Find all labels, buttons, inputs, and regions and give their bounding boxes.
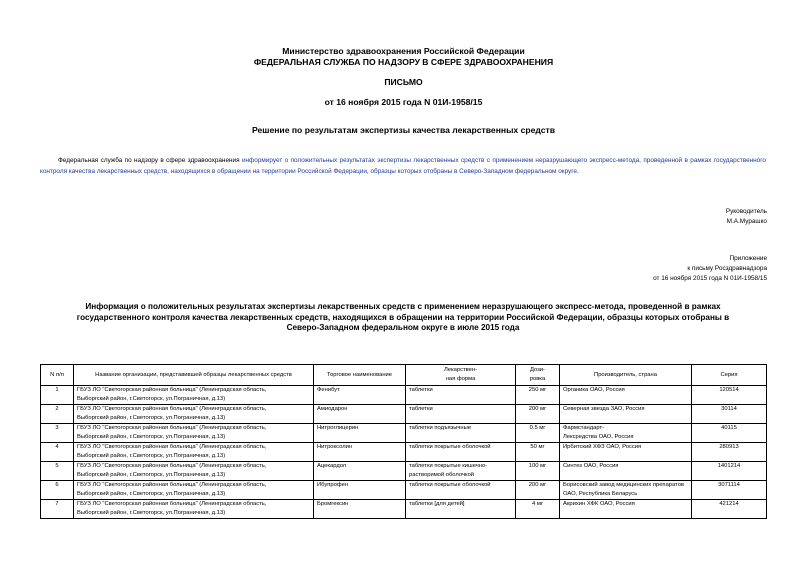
cell-dose: 100 мг — [516, 462, 560, 481]
header-dosage-form-line: Лекарствен- — [443, 367, 478, 374]
cell-manufacturer-line: Северная звезда ЗАО, Россия — [563, 406, 645, 412]
cell-dose: 200 мг — [516, 405, 560, 424]
cell-organization-line: ГБУЗ ЛО "Светогорская районная больница" (Ленинградская область, — [77, 406, 267, 412]
cell-dosage-form-line: растворимой оболочкой — [409, 471, 475, 478]
table-header-row — [41, 365, 767, 386]
cell-manufacturer — [560, 500, 692, 519]
document-date: от 16 ноября 2015 года N 01И-1958/15 — [324, 97, 483, 107]
cell-organization — [74, 386, 314, 405]
table-row — [41, 405, 767, 424]
cell-series: 120514 — [692, 386, 767, 405]
header-dose-line: ровка — [529, 376, 546, 382]
cell-num: 6 — [41, 481, 74, 500]
cell-dosage-form-line: таблетки подъязычные — [409, 425, 472, 431]
header-dose-line: Дози- — [530, 367, 545, 374]
info-title-line: Информация о положительных результатах экспертизы лекарственных средств с применением неразрушающего экспресс-метода, проведенной в рамках — [85, 302, 721, 311]
cell-organization-line: ГБУЗ ЛО "Светогорская районная больница" (Ленинградская область, — [77, 425, 267, 431]
cell-trade-name: Фенибут — [314, 386, 406, 405]
cell-num: 2 — [41, 405, 74, 424]
header-dose — [516, 365, 560, 386]
cell-organization-line: ГБУЗ ЛО "Светогорская районная больница" (Ленинградская область, — [77, 501, 267, 507]
cell-organization-line: ГБУЗ ЛО "Светогорская районная больница" (Ленинградская область, — [77, 444, 267, 450]
header-dosage-form-line: ная форма — [445, 376, 476, 382]
cell-dosage-form-line: таблетки покрытые оболочкой — [409, 444, 491, 450]
cell-dosage-form-line: таблетки — [409, 387, 433, 393]
cell-organization-line: Выборгский район, г.Светогорск, ул.Пограничная, д.13) — [77, 414, 226, 421]
signature-position: Руководитель — [725, 208, 767, 215]
cell-manufacturer-line: Ирбитский ХФЗ ОАО, Россия — [563, 444, 642, 450]
cell-dose: 250 мг — [516, 386, 560, 405]
cell-organization — [74, 500, 314, 519]
cell-organization-line: ГБУЗ ЛО "Светогорская районная больница" (Ленинградская область, — [77, 387, 267, 393]
intro-tail: . — [577, 167, 579, 175]
table-row — [41, 462, 767, 481]
cell-dosage-form — [406, 424, 516, 443]
cell-organization-line: Выборгский район, г.Светогорск, ул.Пограничная, д.13) — [77, 490, 226, 497]
cell-dosage-form-line: таблетки — [409, 406, 433, 412]
intro-paragraph — [40, 156, 766, 177]
cell-organization-line: Выборгский район, г.Светогорск, ул.Пограничная, д.13) — [77, 509, 226, 516]
cell-dosage-form-line: таблетки покрытые оболочкой — [409, 482, 491, 488]
cell-trade-name: Ибупрофен — [314, 481, 406, 500]
header-manufacturer: Производитель, страна — [560, 365, 692, 386]
cell-dosage-form — [406, 481, 516, 500]
cell-manufacturer — [560, 386, 692, 405]
document-title: Решение по результатам экспертизы качества лекарственных средств — [251, 125, 556, 135]
appendix-block — [653, 254, 767, 284]
cell-organization-line: Выборгский район, г.Светогорск, ул.Пограничная, д.13) — [77, 433, 226, 440]
cell-series: 3071114 — [692, 481, 767, 500]
signature-name: М.А.Мурашко — [726, 218, 767, 225]
cell-organization-line: Выборгский район, г.Светогорск, ул.Пограничная, д.13) — [77, 395, 226, 402]
cell-dosage-form-line: таблетки [для детей] — [409, 501, 465, 507]
intro-link[interactable]: информирует о положительных результатах экспертизы лекарственных средств с применением неразрушающего экспресс-метода, проведенной в рамках государственного контроля качества лекарственных средств, находящихся в обращении на территории Российской Федерации, образцы которых отобраны в Северо-Западном федеральном округе — [40, 157, 766, 175]
cell-series: 280913 — [692, 443, 767, 462]
cell-manufacturer — [560, 424, 692, 443]
service-heading: ФЕДЕРАЛЬНАЯ СЛУЖБА ПО НАДЗОРУ В СФЕРЕ ЗДРАВООХРАНЕНИЯ — [253, 57, 554, 67]
cell-series: 421214 — [692, 500, 767, 519]
info-title-line: Северо-Западном федеральном округе в июле 2015 года — [286, 323, 520, 333]
cell-num: 7 — [41, 500, 74, 519]
cell-dose: 50 мг — [516, 443, 560, 462]
cell-dosage-form — [406, 500, 516, 519]
cell-manufacturer-line: ОАО, Республика Беларусь — [563, 490, 638, 497]
cell-manufacturer — [560, 462, 692, 481]
cell-organization — [74, 405, 314, 424]
document-type: ПИСЬМО — [384, 77, 423, 87]
header-organization: Название организации, представившей образцы лекарственных средств — [74, 365, 314, 386]
cell-trade-name: Бромгексин — [314, 500, 406, 519]
cell-organization-line: ГБУЗ ЛО "Светогорская районная больница" (Ленинградская область, — [77, 463, 267, 469]
table-row — [41, 424, 767, 443]
cell-trade-name: Амиодарон — [314, 405, 406, 424]
cell-organization-line: Выборгский район, г.Светогорск, ул.Пограничная, д.13) — [77, 471, 226, 478]
header-dosage-form — [406, 365, 516, 386]
cell-organization-line: Выборгский район, г.Светогорск, ул.Пограничная, д.13) — [77, 452, 226, 459]
cell-dose: 0.5 мг — [516, 424, 560, 443]
cell-trade-name: Нитроксолин — [314, 443, 406, 462]
cell-dosage-form — [406, 386, 516, 405]
info-title — [40, 302, 766, 334]
cell-dose: 200 мг — [516, 481, 560, 500]
cell-dosage-form — [406, 443, 516, 462]
appendix-reference: к письму Росздравнадзора — [687, 265, 767, 272]
cell-manufacturer-line: Борисовский завод медицинских препаратов — [563, 482, 685, 488]
cell-organization-line: ГБУЗ ЛО "Светогорская районная больница" (Ленинградская область, — [77, 482, 267, 488]
cell-num: 4 — [41, 443, 74, 462]
cell-trade-name: Нитроглицерин — [314, 424, 406, 443]
cell-num: 3 — [41, 424, 74, 443]
cell-dosage-form — [406, 462, 516, 481]
cell-series: 30114 — [692, 405, 767, 424]
intro-lead: Федеральная служба по надзору в сфере здравоохранения — [58, 157, 242, 164]
cell-manufacturer-line: Акрихин ХФК ОАО, Россия — [563, 501, 635, 507]
header-series: Серия — [692, 365, 767, 386]
ministry-heading: Министерство здравоохранения Российской Федерации — [282, 46, 525, 56]
info-title-line: государственного контроля качества лекарственных средств, находящихся в обращении на территории Российской Федерации, образцы которых отобраны в — [76, 312, 730, 322]
cell-organization — [74, 424, 314, 443]
table-row — [41, 386, 767, 405]
header-num: N п/п — [41, 365, 74, 386]
cell-manufacturer-line: Лексредства ОАО, Россия — [563, 433, 634, 440]
cell-manufacturer — [560, 405, 692, 424]
header-trade-name: Торговое наименование — [314, 365, 406, 386]
cell-organization — [74, 481, 314, 500]
appendix-label: Приложение — [729, 255, 767, 262]
cell-manufacturer — [560, 443, 692, 462]
cell-trade-name: Ацекардол — [314, 462, 406, 481]
cell-series: 40115 — [692, 424, 767, 443]
cell-manufacturer-line: Синтез ОАО, Россия — [563, 463, 619, 469]
cell-manufacturer-line: Органика ОАО, Россия — [563, 387, 625, 393]
cell-series: 1401214 — [692, 462, 767, 481]
cell-organization — [74, 462, 314, 481]
table-row — [41, 481, 767, 500]
signature-block — [726, 207, 767, 227]
cell-num: 1 — [41, 386, 74, 405]
cell-num: 5 — [41, 462, 74, 481]
appendix-date: от 16 ноября 2015 года N 01И-1958/15 — [653, 275, 767, 282]
cell-organization — [74, 443, 314, 462]
cell-dosage-form — [406, 405, 516, 424]
cell-dose: 4 мг — [516, 500, 560, 519]
cell-manufacturer-line: Фармстандарт- — [563, 425, 605, 431]
table-row — [41, 500, 767, 519]
cell-dosage-form-line: таблетки покрытые кишечно- — [409, 463, 488, 469]
results-table — [40, 364, 767, 519]
cell-manufacturer — [560, 481, 692, 500]
table-row — [41, 443, 767, 462]
